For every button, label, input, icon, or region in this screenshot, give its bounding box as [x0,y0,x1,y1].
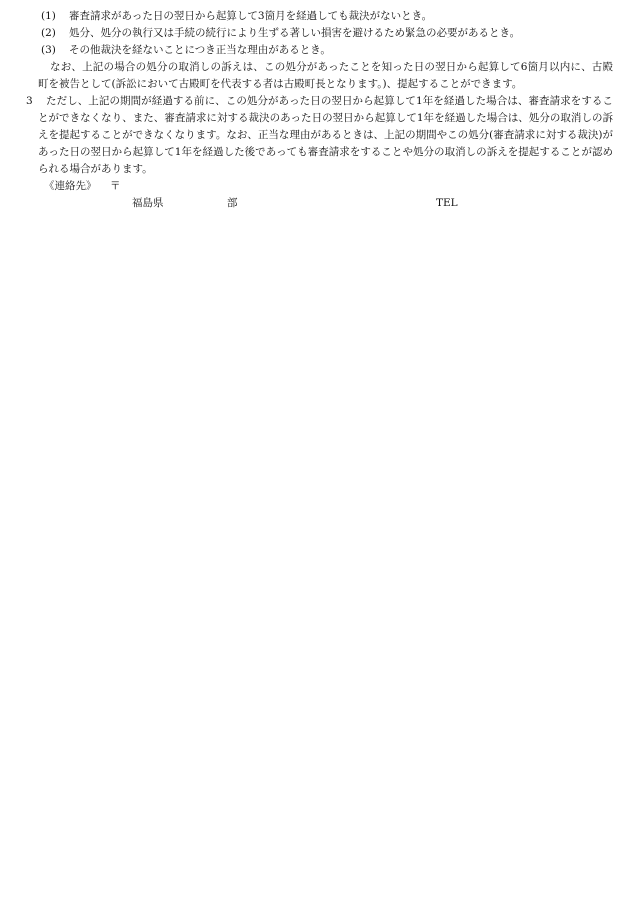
list-item [0,42,630,59]
document-page [0,8,630,212]
postal-mark: 〒 [110,180,121,192]
list-item [0,25,630,42]
contact-row [0,178,630,195]
contact-prefecture: 福島県 [132,197,164,209]
contact-tel: TEL [436,197,458,209]
contact-address-row [0,195,630,212]
section-number: 3 [26,95,33,107]
note-paragraph: なお、上記の場合の処分の取消しの訴えは、この処分があったことを知った日の翌日から起算して6箇月以内に、古殿町を被告として(訴訟において古殿町を代表する者は古殿町長となります。)、提起することができます。 [38,61,613,90]
item-text: その他裁決を経ないことにつき正当な理由があるとき。 [69,44,331,56]
item-number: (3) [41,44,56,56]
item-text: 審査請求があった日の翌日から起算して3箇月を経過しても裁決がないとき。 [69,10,433,22]
item-text: 処分、処分の執行又は手続の続行により生ずる著しい損害を避けるため緊急の必要があるとき。 [69,27,521,39]
section-3 [0,93,630,178]
item-number: (1) [41,10,56,22]
contact-label: 《連絡先》 [44,180,97,192]
item-number: (2) [41,27,56,39]
contact-department: 部 [227,197,238,209]
section-text: ただし、上記の期間が経過する前に、この処分があった日の翌日から起算して1年を経過した場合は、審査請求をすることができなくなり、また、審査請求に対する裁決のあった日の翌日から起算して1年を経過した場合は、処分の取消しの訴えを提起することができなくなります。なお、正当な理由があるときは、上記の期間やこの処分(審査請求に対する裁決)があった日の翌日から起算して1年を経過した後であっても審査請求をすることや処分の取消しの訴えを提起することが認められる場合があります。 [38,95,613,175]
list-item [0,8,630,25]
